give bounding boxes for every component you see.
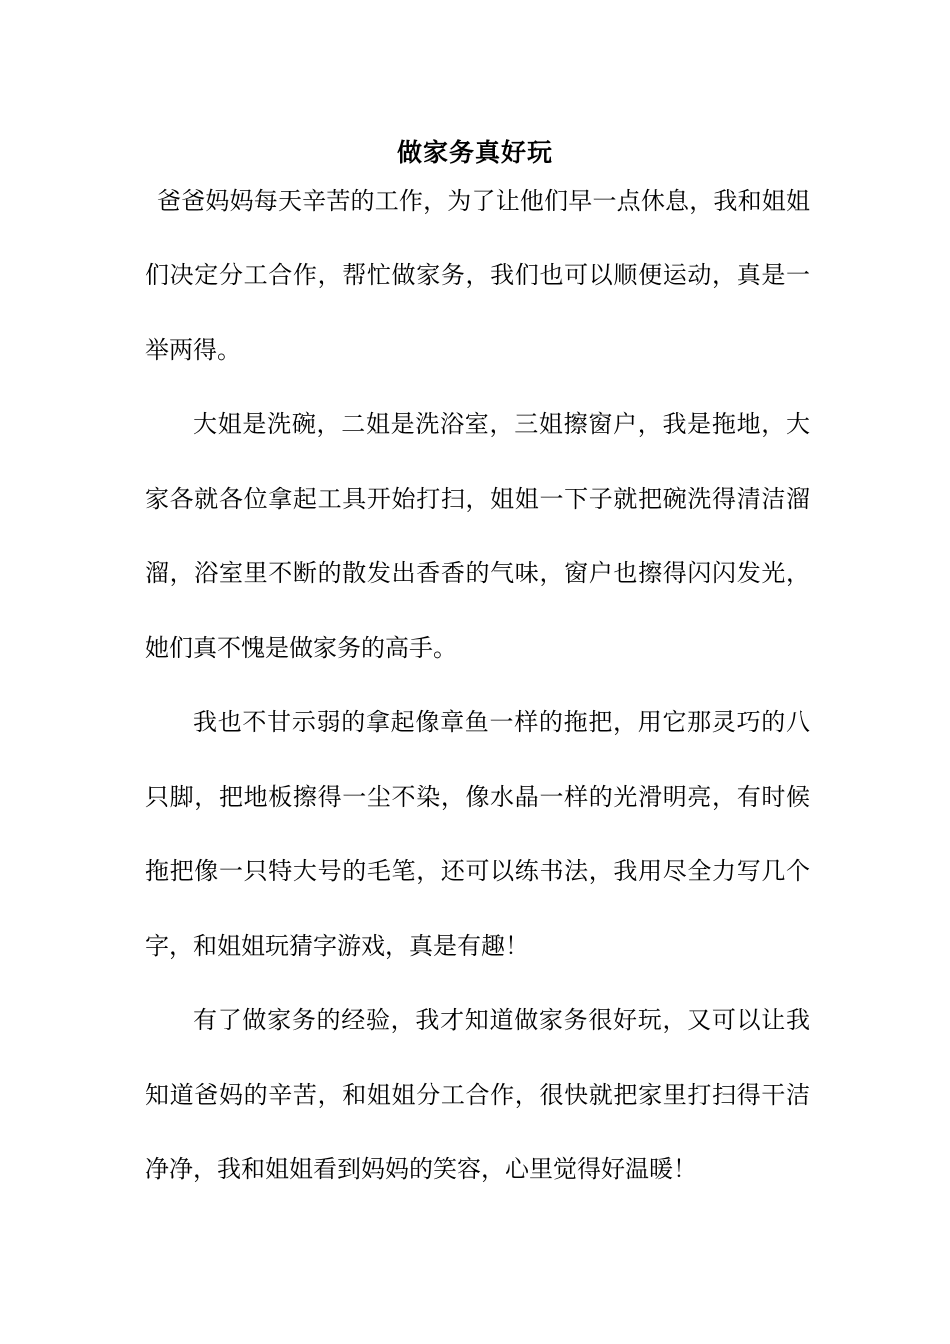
paragraph-line: 家各就各位拿起工具开始打扫，姐姐一下子就把碗洗得清洁溜 <box>145 485 810 513</box>
paragraph-line: 字，和姐姐玩猜字游戏，真是有趣！ <box>145 932 529 960</box>
paragraph-line: 举两得。 <box>145 336 241 364</box>
paragraph-line: 们决定分工合作，帮忙做家务，我们也可以顺便运动，真是一 <box>145 261 810 289</box>
paragraph-line: 我也不甘示弱的拿起像章鱼一样的拖把，用它那灵巧的八 <box>193 708 810 736</box>
paragraph-line: 只脚，把地板擦得一尘不染，像水晶一样的光滑明亮，有时候 <box>145 783 810 811</box>
paragraph-line: 拖把像一只特大号的毛笔，还可以练书法，我用尽全力写几个 <box>145 857 810 885</box>
paragraph-line: 爸爸妈妈每天辛苦的工作，为了让他们早一点休息，我和姐姐 <box>157 187 810 215</box>
paragraph-line: 有了做家务的经验，我才知道做家务很好玩，又可以让我 <box>193 1006 810 1034</box>
document-title: 做家务真好玩 <box>396 138 553 167</box>
paragraph-line: 知道爸妈的辛苦，和姐姐分工合作，很快就把家里打扫得干洁 <box>145 1081 810 1109</box>
paragraph-line: 溜，浴室里不断的散发出香香的气味，窗户也擦得闪闪发光， <box>145 559 810 587</box>
paragraph-line: 净净，我和姐姐看到妈妈的笑容，心里觉得好温暖！ <box>145 1155 697 1183</box>
paragraph-line: 她们真不愧是做家务的高手。 <box>145 634 457 662</box>
paragraph-line: 大姐是洗碗，二姐是洗浴室，三姐擦窗户，我是拖地，大 <box>193 410 810 438</box>
